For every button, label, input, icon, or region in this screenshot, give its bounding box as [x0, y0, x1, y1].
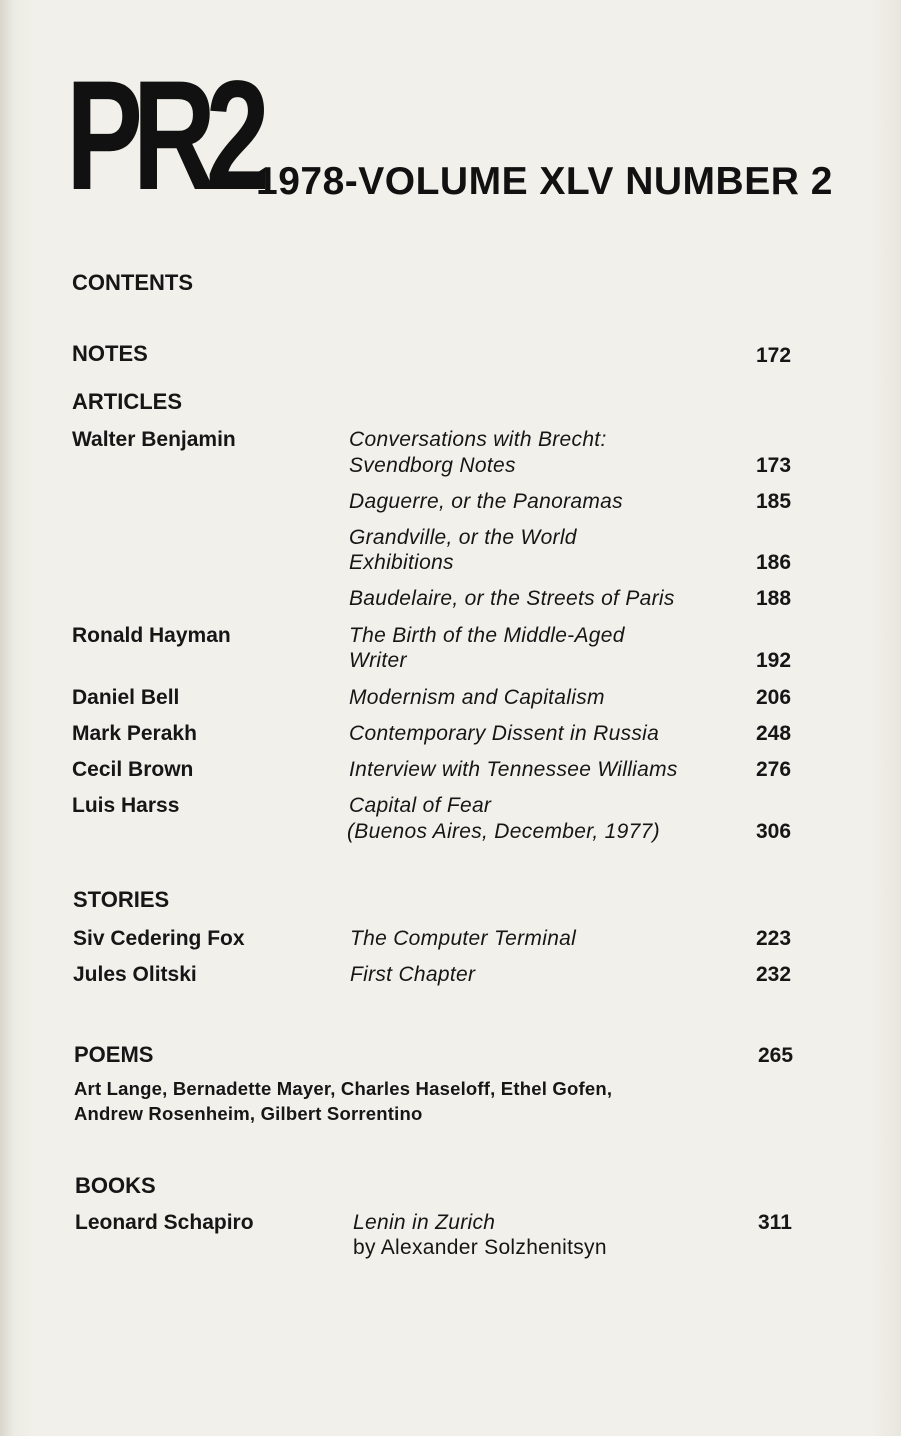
notes-heading: NOTES [72, 341, 148, 366]
page-number: 223 [756, 927, 792, 950]
article-title: The Birth of the Middle-Aged [349, 624, 625, 647]
story-title: The Computer Terminal [350, 927, 577, 950]
author-leonard-schapiro: Leonard Schapiro [75, 1211, 254, 1234]
page-number: 192 [756, 649, 792, 672]
page-number: 311 [758, 1211, 792, 1234]
page-number: 206 [756, 686, 792, 709]
article-title: Daguerre, or the Panoramas [349, 490, 623, 513]
page-number: 185 [756, 490, 792, 513]
page-number: 232 [756, 963, 792, 986]
page-number: 173 [756, 454, 792, 477]
poets-list-continued: Andrew Rosenheim, Gilbert Sorrentino [74, 1103, 423, 1124]
article-title-continued: Svendborg Notes [349, 454, 516, 477]
page-number: 306 [756, 820, 792, 843]
article-title-continued: Exhibitions [349, 551, 454, 574]
book-byline: by Alexander Solzhenitsyn [353, 1236, 607, 1259]
article-title-continued: (Buenos Aires, December, 1977) [347, 820, 660, 843]
author-jules-olitski: Jules Olitski [73, 963, 197, 986]
page-number: 248 [756, 722, 792, 745]
book-title: Lenin in Zurich [353, 1211, 496, 1234]
poems-page-number: 265 [758, 1044, 794, 1067]
author-daniel-bell: Daniel Bell [72, 686, 180, 709]
article-title: Interview with Tennessee Williams [349, 758, 678, 781]
article-title: Grandville, or the World [349, 526, 577, 549]
poems-heading: POEMS [74, 1042, 154, 1067]
volume-line: 1978-VOLUME XLV NUMBER 2 [256, 160, 833, 203]
poets-list: Art Lange, Bernadette Mayer, Charles Haseloff, Ethel Gofen, [74, 1078, 613, 1099]
contents-heading: CONTENTS [72, 270, 193, 295]
page-number: 276 [756, 758, 792, 781]
article-title: Conversations with Brecht: [349, 428, 607, 451]
author-siv-cedering-fox: Siv Cedering Fox [73, 927, 245, 950]
article-title: Contemporary Dissent in Russia [349, 722, 660, 745]
author-luis-harss: Luis Harss [72, 794, 180, 817]
article-title: Capital of Fear [349, 794, 492, 817]
author-mark-perakh: Mark Perakh [72, 722, 197, 745]
article-title: Baudelaire, or the Streets of Paris [349, 587, 675, 610]
author-walter-benjamin: Walter Benjamin [72, 428, 236, 451]
notes-page-number: 172 [756, 344, 792, 367]
books-heading: BOOKS [75, 1173, 156, 1198]
author-cecil-brown: Cecil Brown [72, 758, 194, 781]
journal-logo: PR2 [66, 49, 260, 223]
page-number: 186 [756, 551, 792, 574]
articles-heading: ARTICLES [72, 389, 182, 414]
stories-heading: STORIES [73, 887, 170, 912]
article-title: Modernism and Capitalism [349, 686, 605, 709]
story-title: First Chapter [350, 963, 476, 986]
article-title-continued: Writer [349, 649, 407, 672]
page-number: 188 [756, 587, 792, 610]
author-ronald-hayman: Ronald Hayman [72, 624, 231, 647]
